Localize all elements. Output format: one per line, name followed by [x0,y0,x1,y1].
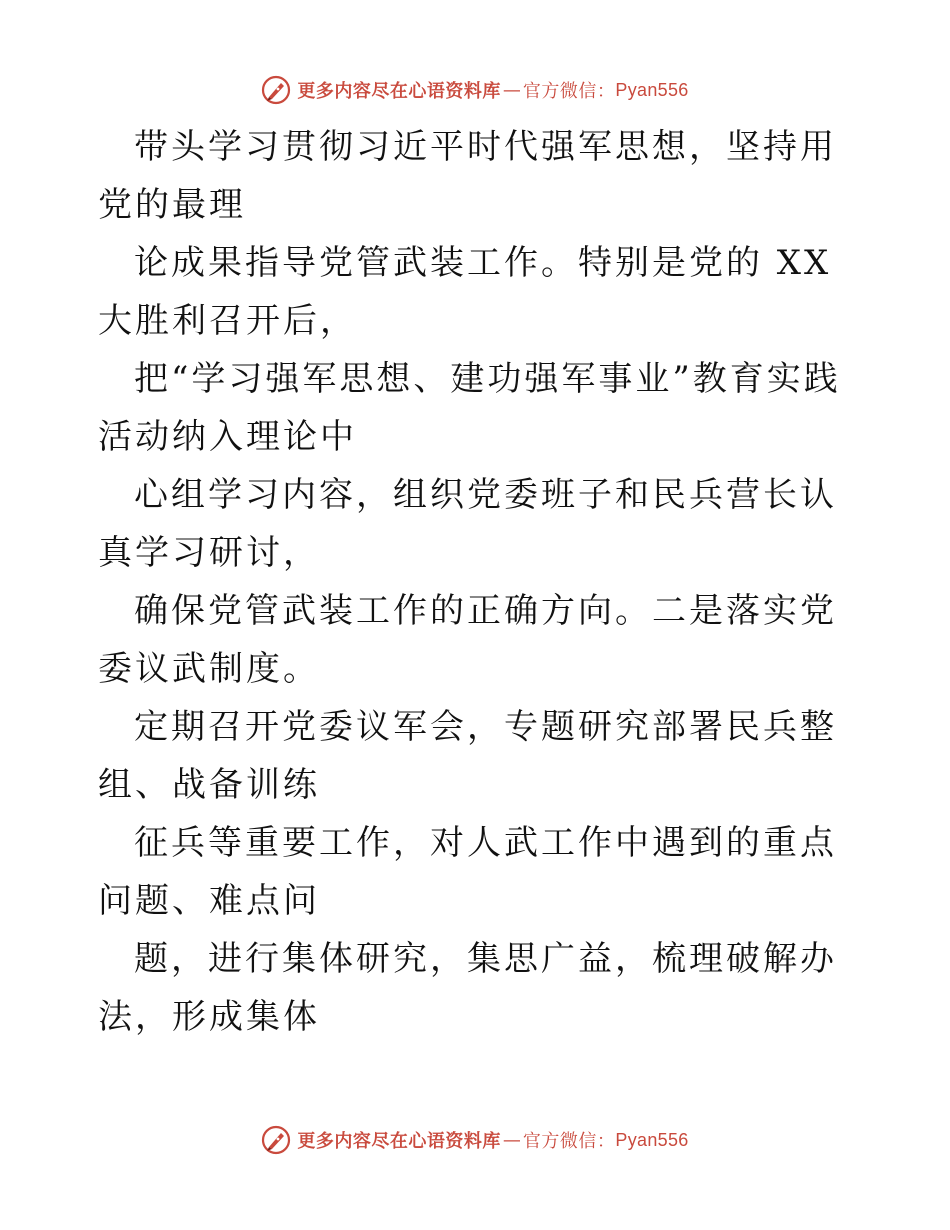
body-line-8: 题，进行集体研究，集思广益，梳理破解办法，形成集体 [98,939,837,1037]
body-line-1: 带头学习贯彻习近平时代强军思想，坚持用党的最理 [98,127,837,225]
watermark-wechat-id: Pyan556 [615,1129,689,1150]
watermark-header [0,70,950,110]
watermark-wechat-label: 官方微信： [522,81,616,102]
watermark-main-text: 更多内容尽在心语资料库 [297,1131,501,1152]
watermark-separator: — [502,1129,521,1151]
body-line-4: 心组学习内容，组织党委班子和民兵营长认真学习研讨， [98,475,837,573]
watermark-separator: — [502,79,521,101]
watermark-wechat-id: Pyan556 [615,79,689,100]
document-body [98,118,858,1046]
pen-logo-icon [261,75,291,105]
body-line-5: 确保党管武装工作的正确方向。二是落实党委议武制度。 [98,591,837,689]
watermark-footer [0,1120,950,1160]
body-line-2: 论成果指导党管武装工作。特别是党的 XX 大胜利召开后， [98,243,832,341]
watermark-main-text: 更多内容尽在心语资料库 [297,81,501,102]
body-line-3: 把“学习强军思想、建功强军事业”教育实践活动纳入理论中 [98,359,841,457]
body-line-6: 定期召开党委议军会，专题研究部署民兵整组、战备训练 [98,707,837,805]
pen-logo-icon [261,1125,291,1155]
body-line-7: 征兵等重要工作，对人武工作中遇到的重点问题、难点问 [98,823,837,921]
watermark-wechat-label: 官方微信： [522,1131,616,1152]
